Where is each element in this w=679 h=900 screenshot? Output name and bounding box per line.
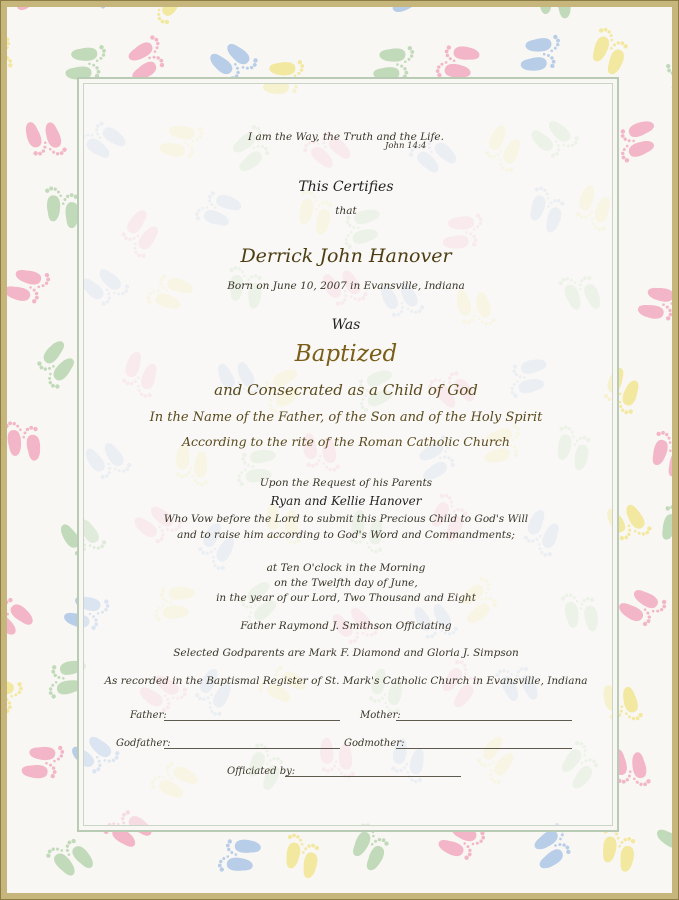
mother-signature-line[interactable] (396, 720, 572, 721)
trinity-text: In the Name of the Father, of the Son and of the Holy Spirit (149, 410, 543, 425)
footprint-pair (21, 113, 68, 165)
footprint-pair (637, 285, 672, 322)
footprint-pair (7, 676, 24, 715)
footprint-pair (658, 504, 672, 552)
verse-text: I am the Way, the Truth and the Life. (248, 131, 444, 143)
footprint-pair (601, 827, 636, 872)
godmother-signature-line[interactable] (396, 748, 572, 749)
consecrated-text: and Consecrated as a Child of God (214, 381, 478, 399)
footprint-pair (218, 839, 261, 871)
register-text: As recorded in the Baptismal Register of St. Mark's Catholic Church in Evansville, Indiana (104, 675, 588, 687)
godfather-label: Godfather: (116, 738, 171, 749)
certifies-heading: This Certifies (298, 179, 394, 195)
officiant-text: Father Raymond J. Smithson Officiating (240, 620, 452, 632)
footprint-pair (139, 7, 189, 26)
footprint-pair (657, 45, 672, 97)
officiated-by-label: Officiated by: (227, 766, 296, 777)
baptized-heading: Baptized (294, 341, 398, 367)
vow-line-2: and to raise him according to God's Word and Commandments; (177, 529, 515, 541)
vow-line-1: Who Vow before the Lord to submit this Precious Child to God's Will (163, 513, 529, 525)
parents-names: Ryan and Kellie Hanover (270, 494, 422, 508)
footprint-pair (534, 7, 574, 23)
footprint-pair (588, 26, 632, 76)
footprint-pair (648, 430, 672, 479)
footprint-pair (654, 810, 672, 858)
footprint-pair (380, 7, 434, 17)
footprint-pair (435, 45, 480, 80)
footprint-pair (7, 591, 37, 642)
certificate-paper (7, 7, 672, 893)
mother-label: Mother: (360, 710, 401, 721)
godmother-label: Godmother: (344, 738, 405, 749)
footprint-pair (45, 185, 80, 230)
child-name: Derrick John Hanover (240, 245, 452, 267)
footprint-pair (31, 337, 82, 391)
godparents-text: Selected Godparents are Mark F. Diamond and Gloria J. Simpson (173, 647, 519, 659)
officiated-signature-line[interactable] (285, 776, 461, 777)
godfather-signature-line[interactable] (164, 748, 340, 749)
father-label: Father: (130, 710, 167, 721)
time-line-2: on the Twelfth day of June, (274, 577, 418, 589)
footprint-pair (77, 7, 111, 9)
father-signature-line[interactable] (164, 720, 340, 721)
rite-text: According to the rite of the Roman Catholic Church (181, 434, 510, 449)
footprint-pair (44, 831, 97, 884)
footprint-pair (471, 7, 524, 10)
time-line-1: at Ten O'clock in the Morning (266, 562, 426, 574)
was-text: Was (331, 317, 361, 333)
footprint-pair (7, 33, 22, 82)
footprint-pair (7, 417, 43, 465)
that-text: that (335, 205, 357, 217)
request-text: Upon the Request of his Parents (259, 477, 433, 489)
footprint-pair (7, 266, 51, 305)
footprint-pair (613, 7, 656, 9)
footprint-pair (284, 833, 321, 879)
footprint-pair (7, 7, 53, 15)
footprint-pair (517, 34, 565, 73)
birth-info: Born on June 10, 2007 in Evansville, Indiana (227, 280, 465, 292)
verse-reference: John 14:4 (385, 141, 427, 151)
footprint-pair (21, 746, 64, 779)
time-line-3: in the year of our Lord, Two Thousand and Eight (216, 592, 476, 604)
footprint-pair (616, 583, 669, 630)
